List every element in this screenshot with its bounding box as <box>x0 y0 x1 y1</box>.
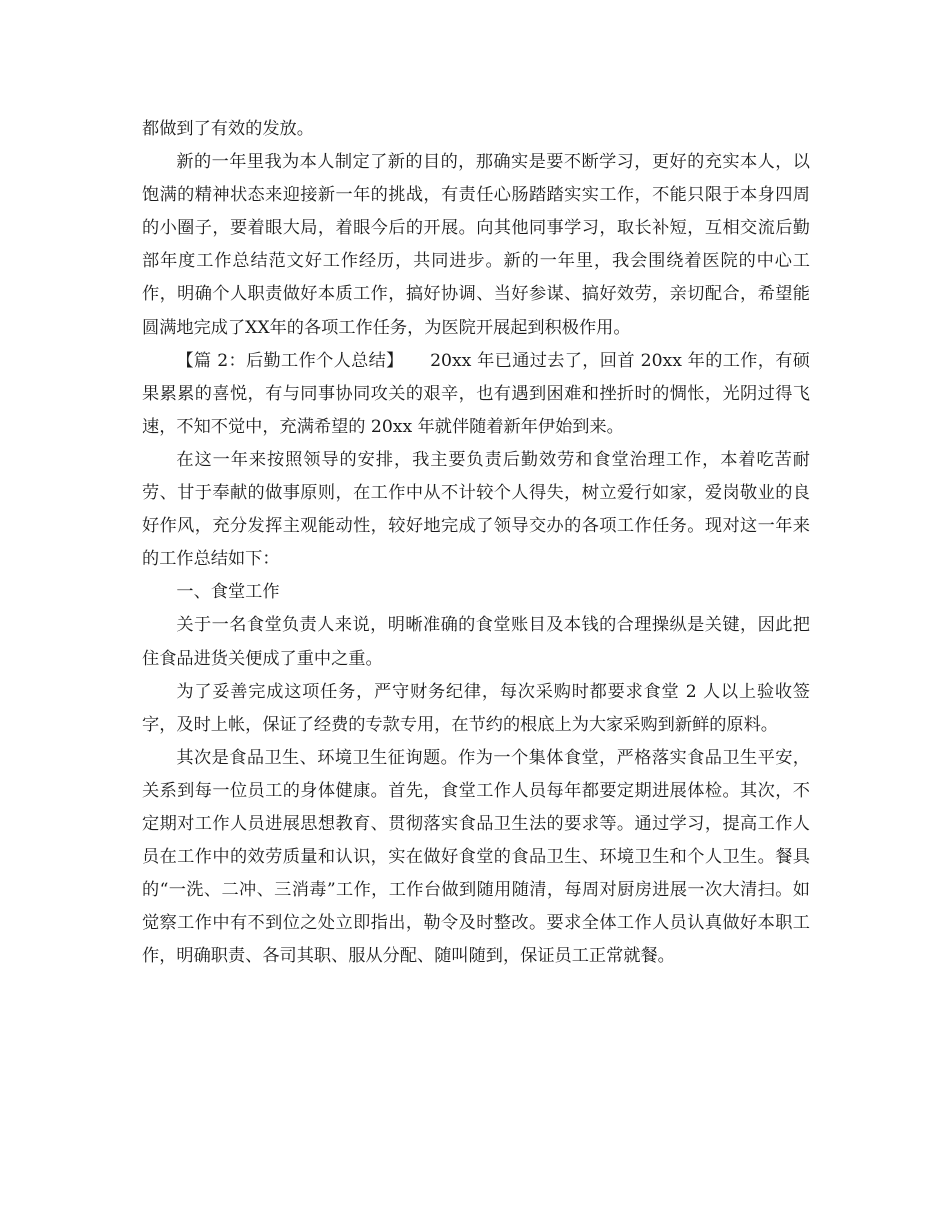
paragraph-new-year-goals: 新的一年里我为本人制定了新的目的，那确实是要不断学习，更好的充实本人，以饱满的精神状态来迎接新一年的挑战，有责任心肠踏踏实实工作，不能只限于本身四周的小圈子，要着眼大局，着眼今后的开展。向其他同事学习，取长补短，互相交流后勤部年度工作总结范文好工作经历，共同进步。新的一年里，我会围绕着医院的中心工作，明确个人职责做好本质工作，搞好协调、当好参谋、搞好效劳，亲切配合，希望能圆满地完成了XX年的各项工作任务，为医院开展起到积极作用。 <box>142 152 810 338</box>
paragraph-hygiene: 其次是食品卫生、环境卫生征询题。作为一个集体食堂，严格落实食品卫生平安，关系到每一位员工的身体健康。首先，食堂工作人员每年都要定期进展体检。其次，不定期对工作人员进展思想教育、贯彻落实食品卫生法的要求等。通过学习，提高工作人员在工作中的效劳质量和认识，实在做好食堂的食品卫生、环境卫生和个人卫生。餐具的“一洗、二冲、三消毒”工作，工作台做到随用随清，每周对厨房进展一次大清扫。如觉察工作中有不到位之处立即指出，勒令及时整改。要求全体工作人员认真做好本职工作，明确职责、各司其职、服从分配、随叫随到，保证员工正常就餐。 <box>142 747 810 967</box>
paragraph-work-overview: 在这一年来按照领导的安排，我主要负责后勤效劳和食堂治理工作，本着吃苦耐劳、甘于奉献的做事原则，在工作中从不计较个人得失，树立爱行如家，爱岗敬业的良好作风，充分发挥主观能动性，较好地完成了领导交办的各项工作任务。现对这一年来的工作总结如下： <box>142 449 810 570</box>
paragraph-section-2-intro: 【篇 2：后勤工作个人总结】 20xx 年已通过去了，回首 20xx 年的工作，有硕果累累的喜悦，有与同事协同攻关的艰辛，也有遇到困难和挫折时的惆怅，光阴过得飞速，不知不觉中，充满希望的 20xx 年就伴随着新年伊始到来。 <box>142 350 810 437</box>
paragraph-procurement: 为了妥善完成这项任务，严守财务纪律，每次采购时都要求食堂 2 人以上验收签字，及时上帐，保证了经费的专款专用，在节约的根底上为大家采购到新鲜的原料。 <box>142 681 810 735</box>
paragraph-canteen-accounts: 关于一名食堂负责人来说，明晰准确的食堂账目及本钱的合理操纵是关键，因此把住食品进货关便成了重中之重。 <box>142 615 810 669</box>
paragraph-continued: 都做到了有效的发放。 <box>142 119 314 139</box>
section-heading-canteen: 一、食堂工作 <box>176 582 280 603</box>
document-body <box>142 113 810 973</box>
